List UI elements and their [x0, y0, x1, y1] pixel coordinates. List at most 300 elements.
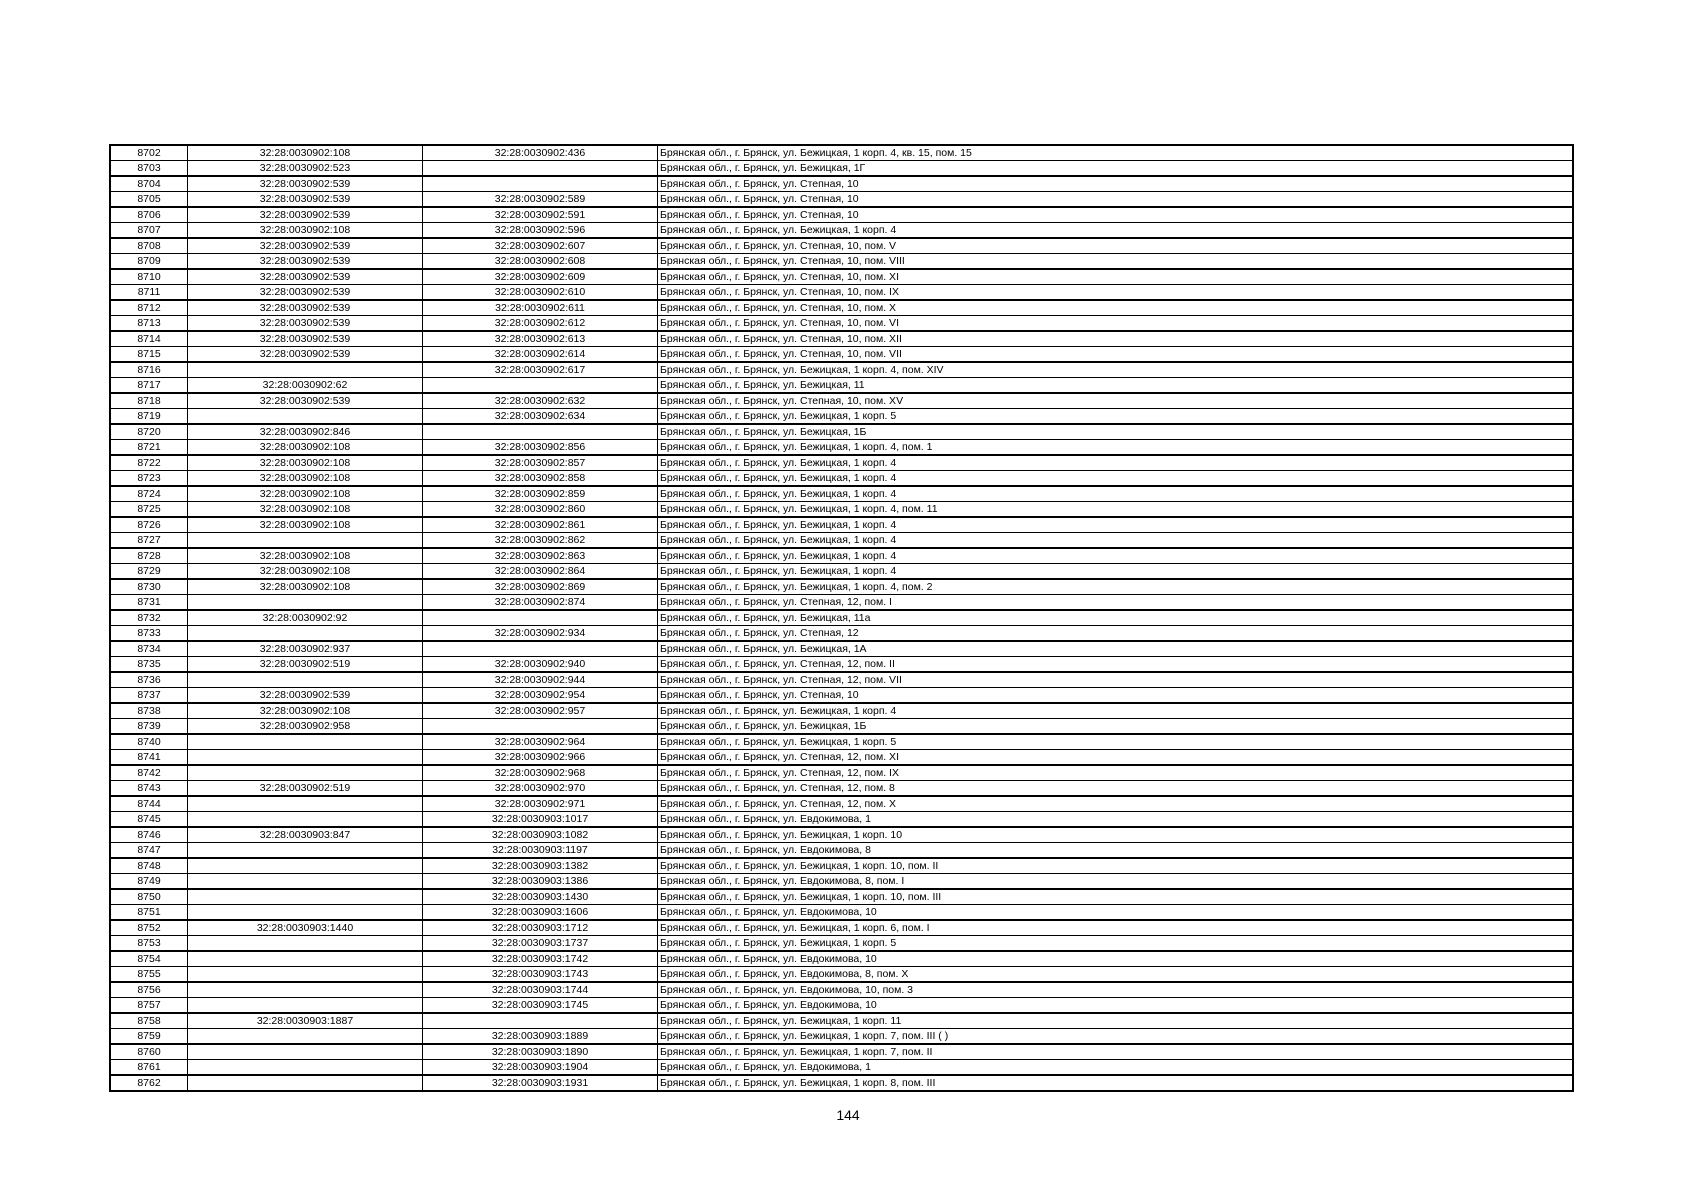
- address-cell: Брянская обл., г. Брянск, ул. Степная, 10: [658, 688, 1574, 704]
- address-cell: Брянская обл., г. Брянск, ул. Евдокимова, 8: [658, 843, 1574, 859]
- row-number-cell: 8718: [110, 393, 188, 409]
- row-number-cell: 8752: [110, 920, 188, 936]
- row-number-cell: 8716: [110, 362, 188, 378]
- table-row: [110, 564, 1573, 580]
- table-row: [110, 548, 1573, 564]
- cadastral-number-cell: 32:28:0030903:1382: [423, 858, 658, 874]
- table-row: [110, 936, 1573, 952]
- parent-cadastral-number-cell: 32:28:0030902:108: [188, 223, 423, 239]
- row-number-cell: 8734: [110, 641, 188, 657]
- address-cell: Брянская обл., г. Брянск, ул. Бежицкая, 1 корп. 4, пом. 1: [658, 440, 1574, 456]
- cadastral-number-cell: 32:28:0030903:1017: [423, 812, 658, 828]
- cadastral-number-cell: 32:28:0030902:611: [423, 300, 658, 316]
- row-number-cell: 8760: [110, 1044, 188, 1060]
- address-cell: Брянская обл., г. Брянск, ул. Бежицкая, 1 корп. 5: [658, 734, 1574, 750]
- cadastral-number-cell: 32:28:0030902:859: [423, 486, 658, 502]
- parent-cadastral-number-cell: 32:28:0030902:108: [188, 703, 423, 719]
- address-cell: Брянская обл., г. Брянск, ул. Бежицкая, 1 корп. 4: [658, 223, 1574, 239]
- address-cell: Брянская обл., г. Брянск, ул. Степная, 10: [658, 207, 1574, 223]
- cadastral-number-cell: 32:28:0030902:862: [423, 533, 658, 549]
- row-number-cell: 8743: [110, 781, 188, 797]
- cadastral-number-cell: 32:28:0030903:1931: [423, 1075, 658, 1091]
- parent-cadastral-number-cell: [188, 626, 423, 642]
- table-row: [110, 285, 1573, 301]
- cadastral-number-cell: 32:28:0030902:968: [423, 765, 658, 781]
- parent-cadastral-number-cell: 32:28:0030902:108: [188, 564, 423, 580]
- row-number-cell: 8730: [110, 579, 188, 595]
- address-cell: Брянская обл., г. Брянск, ул. Степная, 10, пом. VII: [658, 347, 1574, 363]
- cadastral-number-cell: [423, 641, 658, 657]
- parent-cadastral-number-cell: 32:28:0030902:539: [188, 238, 423, 254]
- address-cell: Брянская обл., г. Брянск, ул. Бежицкая, 1 корп. 7, пом. II: [658, 1044, 1574, 1060]
- row-number-cell: 8749: [110, 874, 188, 890]
- cadastral-number-cell: 32:28:0030903:1386: [423, 874, 658, 890]
- cadastral-number-cell: 32:28:0030902:614: [423, 347, 658, 363]
- parent-cadastral-number-cell: 32:28:0030902:108: [188, 145, 423, 161]
- table-row: [110, 424, 1573, 440]
- cadastral-number-cell: [423, 378, 658, 394]
- parent-cadastral-number-cell: 32:28:0030902:108: [188, 455, 423, 471]
- table-row: [110, 254, 1573, 270]
- address-cell: Брянская обл., г. Брянск, ул. Бежицкая, 1Г: [658, 161, 1574, 177]
- address-cell: Брянская обл., г. Брянск, ул. Степная, 10: [658, 192, 1574, 208]
- cadastral-number-cell: 32:28:0030903:1890: [423, 1044, 658, 1060]
- parent-cadastral-number-cell: 32:28:0030902:539: [188, 331, 423, 347]
- row-number-cell: 8708: [110, 238, 188, 254]
- row-number-cell: 8722: [110, 455, 188, 471]
- parent-cadastral-number-cell: 32:28:0030902:92: [188, 610, 423, 626]
- row-number-cell: 8757: [110, 998, 188, 1014]
- table-row: [110, 967, 1573, 983]
- cadastral-number-cell: 32:28:0030902:964: [423, 734, 658, 750]
- row-number-cell: 8715: [110, 347, 188, 363]
- table-row: [110, 378, 1573, 394]
- parent-cadastral-number-cell: 32:28:0030903:847: [188, 827, 423, 843]
- cadastral-number-cell: 32:28:0030902:591: [423, 207, 658, 223]
- table-row: [110, 626, 1573, 642]
- table-row: [110, 951, 1573, 967]
- row-number-cell: 8717: [110, 378, 188, 394]
- cadastral-number-cell: 32:28:0030903:1745: [423, 998, 658, 1014]
- table-row: [110, 688, 1573, 704]
- table-row: [110, 781, 1573, 797]
- parent-cadastral-number-cell: [188, 812, 423, 828]
- table-row: [110, 440, 1573, 456]
- row-number-cell: 8707: [110, 223, 188, 239]
- address-cell: Брянская обл., г. Брянск, ул. Евдокимова, 10: [658, 998, 1574, 1014]
- cadastral-number-cell: 32:28:0030903:1712: [423, 920, 658, 936]
- row-number-cell: 8747: [110, 843, 188, 859]
- row-number-cell: 8751: [110, 905, 188, 921]
- address-cell: Брянская обл., г. Брянск, ул. Бежицкая, 1 корп. 10, пом. II: [658, 858, 1574, 874]
- table-row: [110, 347, 1573, 363]
- row-number-cell: 8738: [110, 703, 188, 719]
- address-cell: Брянская обл., г. Брянск, ул. Бежицкая, 11а: [658, 610, 1574, 626]
- row-number-cell: 8758: [110, 1013, 188, 1029]
- row-number-cell: 8753: [110, 936, 188, 952]
- parent-cadastral-number-cell: [188, 1029, 423, 1045]
- parent-cadastral-number-cell: [188, 1044, 423, 1060]
- parent-cadastral-number-cell: [188, 982, 423, 998]
- cadastral-number-cell: 32:28:0030902:861: [423, 517, 658, 533]
- cadastral-number-cell: 32:28:0030902:436: [423, 145, 658, 161]
- address-cell: Брянская обл., г. Брянск, ул. Бежицкая, 1 корп. 10, пом. III: [658, 889, 1574, 905]
- address-cell: Брянская обл., г. Брянск, ул. Бежицкая, 1 корп. 10: [658, 827, 1574, 843]
- table-row: [110, 641, 1573, 657]
- table-row: [110, 409, 1573, 425]
- address-cell: Брянская обл., г. Брянск, ул. Степная, 12, пом. II: [658, 657, 1574, 673]
- address-cell: Брянская обл., г. Брянск, ул. Степная, 10, пом. IX: [658, 285, 1574, 301]
- row-number-cell: 8756: [110, 982, 188, 998]
- table-row: [110, 812, 1573, 828]
- table-row: [110, 982, 1573, 998]
- parent-cadastral-number-cell: 32:28:0030902:539: [188, 688, 423, 704]
- cadastral-number-cell: 32:28:0030902:860: [423, 502, 658, 518]
- table-row: [110, 750, 1573, 766]
- row-number-cell: 8729: [110, 564, 188, 580]
- row-number-cell: 8744: [110, 796, 188, 812]
- address-cell: Брянская обл., г. Брянск, ул. Бежицкая, 1 корп. 5: [658, 409, 1574, 425]
- row-number-cell: 8737: [110, 688, 188, 704]
- row-number-cell: 8705: [110, 192, 188, 208]
- parent-cadastral-number-cell: 32:28:0030902:108: [188, 502, 423, 518]
- cadastral-number-cell: 32:28:0030902:934: [423, 626, 658, 642]
- parent-cadastral-number-cell: 32:28:0030902:108: [188, 486, 423, 502]
- cadastral-number-cell: [423, 610, 658, 626]
- address-cell: Брянская обл., г. Брянск, ул. Степная, 12, пом. VII: [658, 672, 1574, 688]
- parent-cadastral-number-cell: [188, 843, 423, 859]
- table-row: [110, 843, 1573, 859]
- cadastral-number-cell: 32:28:0030903:1082: [423, 827, 658, 843]
- parent-cadastral-number-cell: 32:28:0030902:108: [188, 579, 423, 595]
- cadastral-number-cell: 32:28:0030903:1889: [423, 1029, 658, 1045]
- table-row: [110, 1060, 1573, 1076]
- table-row: [110, 1029, 1573, 1045]
- table-row: [110, 223, 1573, 239]
- address-cell: Брянская обл., г. Брянск, ул. Бежицкая, 1 корп. 8, пом. III: [658, 1075, 1574, 1091]
- address-cell: Брянская обл., г. Брянск, ул. Бежицкая, 1 корп. 4: [658, 564, 1574, 580]
- address-cell: Брянская обл., г. Брянск, ул. Степная, 12, пом. 8: [658, 781, 1574, 797]
- table-row: [110, 703, 1573, 719]
- address-cell: Брянская обл., г. Брянск, ул. Степная, 12, пом. XI: [658, 750, 1574, 766]
- cadastral-number-cell: [423, 161, 658, 177]
- cadastral-number-cell: 32:28:0030902:607: [423, 238, 658, 254]
- parent-cadastral-number-cell: 32:28:0030902:519: [188, 657, 423, 673]
- address-cell: Брянская обл., г. Брянск, ул. Бежицкая, 1 корп. 4: [658, 471, 1574, 487]
- row-number-cell: 8733: [110, 626, 188, 642]
- table-row: [110, 176, 1573, 192]
- row-number-cell: 8754: [110, 951, 188, 967]
- table-row: [110, 672, 1573, 688]
- row-number-cell: 8739: [110, 719, 188, 735]
- address-cell: Брянская обл., г. Брянск, ул. Бежицкая, 1 корп. 11: [658, 1013, 1574, 1029]
- address-cell: Брянская обл., г. Брянск, ул. Степная, 10, пом. X: [658, 300, 1574, 316]
- table-row: [110, 1075, 1573, 1091]
- parent-cadastral-number-cell: 32:28:0030902:62: [188, 378, 423, 394]
- table-row: [110, 362, 1573, 378]
- parent-cadastral-number-cell: 32:28:0030902:539: [188, 347, 423, 363]
- parent-cadastral-number-cell: [188, 409, 423, 425]
- cadastral-number-cell: 32:28:0030902:608: [423, 254, 658, 270]
- table-row: [110, 827, 1573, 843]
- parent-cadastral-number-cell: [188, 362, 423, 378]
- row-number-cell: 8709: [110, 254, 188, 270]
- row-number-cell: 8702: [110, 145, 188, 161]
- parent-cadastral-number-cell: 32:28:0030903:1887: [188, 1013, 423, 1029]
- cadastral-number-cell: 32:28:0030902:940: [423, 657, 658, 673]
- cadastral-number-cell: 32:28:0030902:957: [423, 703, 658, 719]
- address-cell: Брянская обл., г. Брянск, ул. Степная, 10, пом. XII: [658, 331, 1574, 347]
- table-row: [110, 502, 1573, 518]
- cadastral-number-cell: 32:28:0030902:609: [423, 269, 658, 285]
- address-cell: Брянская обл., г. Брянск, ул. Степная, 10, пом. V: [658, 238, 1574, 254]
- address-cell: Брянская обл., г. Брянск, ул. Бежицкая, 1 корп. 4: [658, 533, 1574, 549]
- row-number-cell: 8703: [110, 161, 188, 177]
- cadastral-number-cell: 32:28:0030902:596: [423, 223, 658, 239]
- row-number-cell: 8728: [110, 548, 188, 564]
- row-number-cell: 8746: [110, 827, 188, 843]
- cadastral-number-cell: 32:28:0030902:612: [423, 316, 658, 332]
- table-row: [110, 207, 1573, 223]
- row-number-cell: 8706: [110, 207, 188, 223]
- cadastral-number-cell: 32:28:0030902:857: [423, 455, 658, 471]
- cadastral-number-cell: 32:28:0030902:954: [423, 688, 658, 704]
- address-cell: Брянская обл., г. Брянск, ул. Евдокимова, 10: [658, 905, 1574, 921]
- table-row: [110, 145, 1573, 161]
- parent-cadastral-number-cell: 32:28:0030902:539: [188, 285, 423, 301]
- table-row: [110, 393, 1573, 409]
- cadastral-number-cell: 32:28:0030902:864: [423, 564, 658, 580]
- table-row: [110, 517, 1573, 533]
- cadastral-number-cell: 32:28:0030903:1744: [423, 982, 658, 998]
- table-row: [110, 579, 1573, 595]
- parent-cadastral-number-cell: 32:28:0030902:108: [188, 517, 423, 533]
- table-row: [110, 1044, 1573, 1060]
- cadastral-number-cell: 32:28:0030902:863: [423, 548, 658, 564]
- parent-cadastral-number-cell: 32:28:0030902:108: [188, 440, 423, 456]
- table-row: [110, 765, 1573, 781]
- parent-cadastral-number-cell: [188, 874, 423, 890]
- table-row: [110, 796, 1573, 812]
- cadastral-number-cell: 32:28:0030902:589: [423, 192, 658, 208]
- table-row: [110, 595, 1573, 611]
- cadastral-number-cell: [423, 176, 658, 192]
- table-row: [110, 161, 1573, 177]
- cadastral-number-cell: 32:28:0030902:613: [423, 331, 658, 347]
- row-number-cell: 8726: [110, 517, 188, 533]
- parent-cadastral-number-cell: 32:28:0030902:846: [188, 424, 423, 440]
- row-number-cell: 8736: [110, 672, 188, 688]
- row-number-cell: 8719: [110, 409, 188, 425]
- cadastral-number-cell: 32:28:0030903:1742: [423, 951, 658, 967]
- parent-cadastral-number-cell: 32:28:0030902:108: [188, 548, 423, 564]
- address-cell: Брянская обл., г. Брянск, ул. Степная, 12, пом. X: [658, 796, 1574, 812]
- cadastral-number-cell: 32:28:0030902:944: [423, 672, 658, 688]
- parent-cadastral-number-cell: 32:28:0030902:539: [188, 316, 423, 332]
- cadastral-number-cell: [423, 719, 658, 735]
- cadastral-number-cell: [423, 424, 658, 440]
- address-cell: Брянская обл., г. Брянск, ул. Евдокимова, 1: [658, 1060, 1574, 1076]
- address-cell: Брянская обл., г. Брянск, ул. Степная, 12, пом. I: [658, 595, 1574, 611]
- parent-cadastral-number-cell: [188, 889, 423, 905]
- parent-cadastral-number-cell: [188, 1075, 423, 1091]
- table-row: [110, 905, 1573, 921]
- parent-cadastral-number-cell: [188, 595, 423, 611]
- parent-cadastral-number-cell: 32:28:0030902:539: [188, 207, 423, 223]
- table-row: [110, 331, 1573, 347]
- row-number-cell: 8714: [110, 331, 188, 347]
- table-row: [110, 533, 1573, 549]
- cadastral-number-cell: 32:28:0030902:966: [423, 750, 658, 766]
- address-cell: Брянская обл., г. Брянск, ул. Бежицкая, 1 корп. 4: [658, 703, 1574, 719]
- row-number-cell: 8727: [110, 533, 188, 549]
- row-number-cell: 8720: [110, 424, 188, 440]
- table-row: [110, 1013, 1573, 1029]
- row-number-cell: 8741: [110, 750, 188, 766]
- address-cell: Брянская обл., г. Брянск, ул. Бежицкая, 1 корп. 4: [658, 455, 1574, 471]
- row-number-cell: 8704: [110, 176, 188, 192]
- row-number-cell: 8759: [110, 1029, 188, 1045]
- table-row: [110, 192, 1573, 208]
- address-cell: Брянская обл., г. Брянск, ул. Бежицкая, 1 корп. 4: [658, 548, 1574, 564]
- row-number-cell: 8710: [110, 269, 188, 285]
- cadastral-number-cell: 32:28:0030902:858: [423, 471, 658, 487]
- cadastral-number-cell: 32:28:0030903:1743: [423, 967, 658, 983]
- address-cell: Брянская обл., г. Брянск, ул. Бежицкая, 1 корп. 4: [658, 517, 1574, 533]
- registry-table: [109, 144, 1574, 1092]
- address-cell: Брянская обл., г. Брянск, ул. Степная, 10, пом. XI: [658, 269, 1574, 285]
- parent-cadastral-number-cell: [188, 672, 423, 688]
- page-number: 144: [836, 1107, 860, 1123]
- row-number-cell: 8732: [110, 610, 188, 626]
- cadastral-number-cell: 32:28:0030903:1606: [423, 905, 658, 921]
- cadastral-number-cell: 32:28:0030903:1737: [423, 936, 658, 952]
- parent-cadastral-number-cell: [188, 858, 423, 874]
- address-cell: Брянская обл., г. Брянск, ул. Евдокимова, 8, пом. X: [658, 967, 1574, 983]
- parent-cadastral-number-cell: [188, 1060, 423, 1076]
- table-row: [110, 920, 1573, 936]
- address-cell: Брянская обл., г. Брянск, ул. Степная, 12, пом. IX: [658, 765, 1574, 781]
- cadastral-number-cell: 32:28:0030902:634: [423, 409, 658, 425]
- parent-cadastral-number-cell: 32:28:0030902:539: [188, 269, 423, 285]
- table-row: [110, 858, 1573, 874]
- registry-table-body: [110, 145, 1573, 1091]
- table-row: [110, 471, 1573, 487]
- parent-cadastral-number-cell: 32:28:0030902:539: [188, 393, 423, 409]
- address-cell: Брянская обл., г. Брянск, ул. Бежицкая, 1 корп. 4, пом. 11: [658, 502, 1574, 518]
- address-cell: Брянская обл., г. Брянск, ул. Бежицкая, 1 корп. 4, пом. 2: [658, 579, 1574, 595]
- parent-cadastral-number-cell: [188, 951, 423, 967]
- row-number-cell: 8713: [110, 316, 188, 332]
- parent-cadastral-number-cell: [188, 533, 423, 549]
- table-row: [110, 300, 1573, 316]
- row-number-cell: 8740: [110, 734, 188, 750]
- parent-cadastral-number-cell: 32:28:0030902:539: [188, 254, 423, 270]
- address-cell: Брянская обл., г. Брянск, ул. Степная, 10: [658, 176, 1574, 192]
- cadastral-number-cell: 32:28:0030902:970: [423, 781, 658, 797]
- row-number-cell: 8742: [110, 765, 188, 781]
- address-cell: Брянская обл., г. Брянск, ул. Евдокимова, 10: [658, 951, 1574, 967]
- parent-cadastral-number-cell: [188, 796, 423, 812]
- address-cell: Брянская обл., г. Брянск, ул. Бежицкая, 1Б: [658, 719, 1574, 735]
- parent-cadastral-number-cell: 32:28:0030902:937: [188, 641, 423, 657]
- row-number-cell: 8761: [110, 1060, 188, 1076]
- parent-cadastral-number-cell: 32:28:0030902:519: [188, 781, 423, 797]
- parent-cadastral-number-cell: 32:28:0030902:108: [188, 471, 423, 487]
- parent-cadastral-number-cell: 32:28:0030902:958: [188, 719, 423, 735]
- parent-cadastral-number-cell: 32:28:0030902:539: [188, 192, 423, 208]
- cadastral-number-cell: 32:28:0030902:632: [423, 393, 658, 409]
- row-number-cell: 8745: [110, 812, 188, 828]
- cadastral-number-cell: 32:28:0030902:617: [423, 362, 658, 378]
- address-cell: Брянская обл., г. Брянск, ул. Евдокимова, 1: [658, 812, 1574, 828]
- row-number-cell: 8731: [110, 595, 188, 611]
- table-row: [110, 874, 1573, 890]
- table-row: [110, 610, 1573, 626]
- address-cell: Брянская обл., г. Брянск, ул. Бежицкая, 1Б: [658, 424, 1574, 440]
- cadastral-number-cell: [423, 1013, 658, 1029]
- table-row: [110, 269, 1573, 285]
- row-number-cell: 8712: [110, 300, 188, 316]
- cadastral-number-cell: 32:28:0030903:1904: [423, 1060, 658, 1076]
- parent-cadastral-number-cell: [188, 750, 423, 766]
- address-cell: Брянская обл., г. Брянск, ул. Бежицкая, 1 корп. 7, пом. III ( ): [658, 1029, 1574, 1045]
- address-cell: Брянская обл., г. Брянск, ул. Бежицкая, 1 корп. 4, пом. XIV: [658, 362, 1574, 378]
- address-cell: Брянская обл., г. Брянск, ул. Бежицкая, 1 корп. 4, кв. 15, пом. 15: [658, 145, 1574, 161]
- parent-cadastral-number-cell: [188, 765, 423, 781]
- address-cell: Брянская обл., г. Брянск, ул. Бежицкая, 1 корп. 5: [658, 936, 1574, 952]
- cadastral-number-cell: 32:28:0030902:971: [423, 796, 658, 812]
- cadastral-number-cell: 32:28:0030903:1197: [423, 843, 658, 859]
- address-cell: Брянская обл., г. Брянск, ул. Степная, 12: [658, 626, 1574, 642]
- row-number-cell: 8750: [110, 889, 188, 905]
- parent-cadastral-number-cell: [188, 734, 423, 750]
- parent-cadastral-number-cell: 32:28:0030903:1440: [188, 920, 423, 936]
- cadastral-number-cell: 32:28:0030902:869: [423, 579, 658, 595]
- row-number-cell: 8748: [110, 858, 188, 874]
- table-row: [110, 238, 1573, 254]
- table-row: [110, 889, 1573, 905]
- table-row: [110, 657, 1573, 673]
- row-number-cell: 8723: [110, 471, 188, 487]
- cadastral-number-cell: 32:28:0030902:610: [423, 285, 658, 301]
- parent-cadastral-number-cell: [188, 905, 423, 921]
- row-number-cell: 8721: [110, 440, 188, 456]
- address-cell: Брянская обл., г. Брянск, ул. Евдокимова, 10, пом. 3: [658, 982, 1574, 998]
- row-number-cell: 8724: [110, 486, 188, 502]
- row-number-cell: 8735: [110, 657, 188, 673]
- address-cell: Брянская обл., г. Брянск, ул. Степная, 10, пом. XV: [658, 393, 1574, 409]
- table-row: [110, 719, 1573, 735]
- cadastral-number-cell: 32:28:0030903:1430: [423, 889, 658, 905]
- address-cell: Брянская обл., г. Брянск, ул. Бежицкая, 1 корп. 4: [658, 486, 1574, 502]
- table-row: [110, 734, 1573, 750]
- address-cell: Брянская обл., г. Брянск, ул. Бежицкая, 11: [658, 378, 1574, 394]
- address-cell: Брянская обл., г. Брянск, ул. Евдокимова, 8, пом. I: [658, 874, 1574, 890]
- parent-cadastral-number-cell: 32:28:0030902:539: [188, 176, 423, 192]
- row-number-cell: 8755: [110, 967, 188, 983]
- table-row: [110, 455, 1573, 471]
- parent-cadastral-number-cell: 32:28:0030902:523: [188, 161, 423, 177]
- row-number-cell: 8725: [110, 502, 188, 518]
- row-number-cell: 8762: [110, 1075, 188, 1091]
- table-row: [110, 486, 1573, 502]
- address-cell: Брянская обл., г. Брянск, ул. Степная, 10, пом. VIII: [658, 254, 1574, 270]
- table-row: [110, 316, 1573, 332]
- address-cell: Брянская обл., г. Брянск, ул. Степная, 10, пом. VI: [658, 316, 1574, 332]
- cadastral-number-cell: 32:28:0030902:856: [423, 440, 658, 456]
- address-cell: Брянская обл., г. Брянск, ул. Бежицкая, 1 корп. 6, пом. I: [658, 920, 1574, 936]
